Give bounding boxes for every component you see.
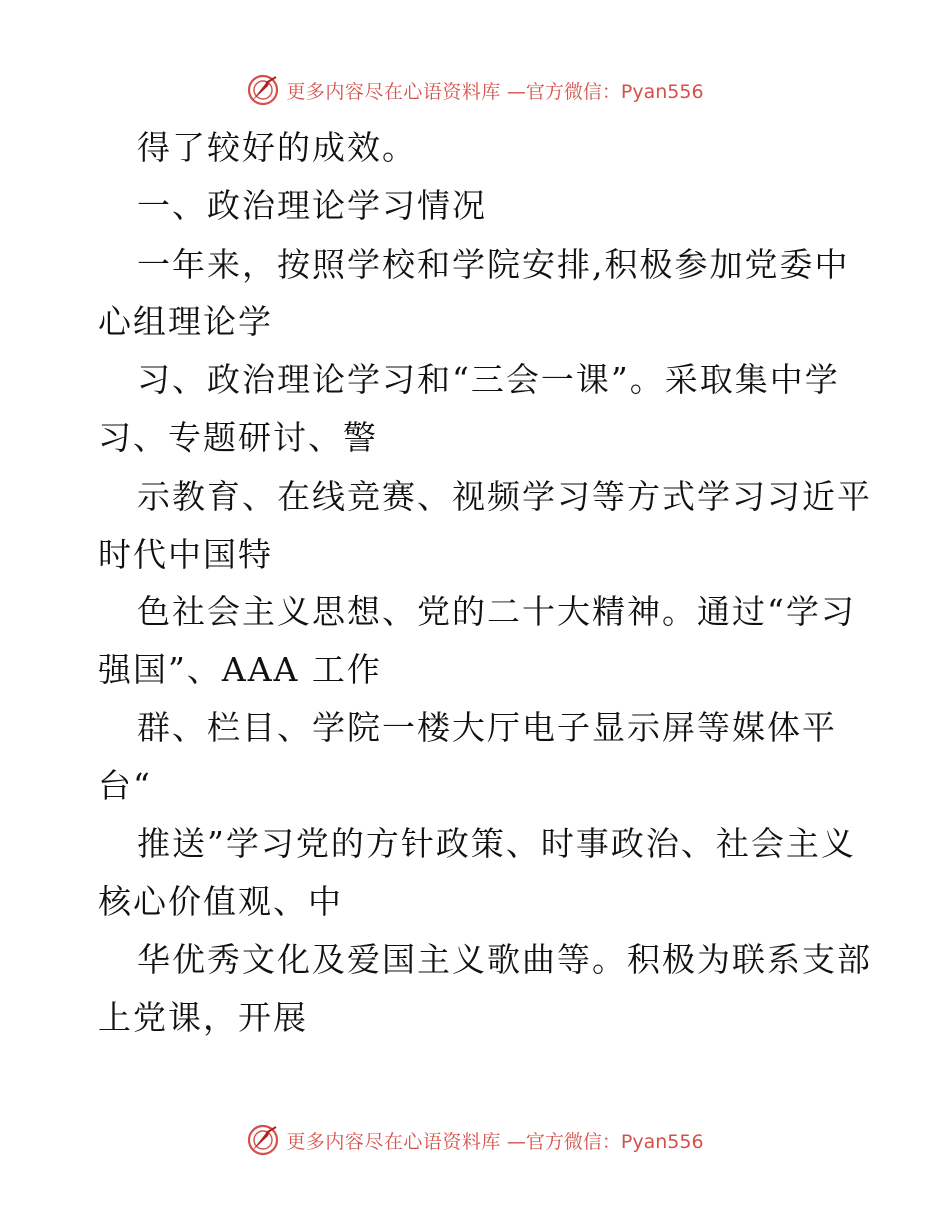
- watermark-brand-text: 更多内容尽在心语资料库: [286, 80, 501, 103]
- body-line: 得了较好的成效。: [137, 128, 417, 167]
- body-line: 习、专题研讨、警: [98, 418, 378, 457]
- body-line: 示教育、在线竞赛、视频学习等方式学习习近平: [137, 477, 872, 516]
- footer-watermark: [0, 1120, 950, 1160]
- section-heading: 一、政治理论学习情况: [137, 186, 487, 225]
- body-line: 群、栏目、学院一楼大厅电子显示屏等媒体平: [137, 708, 837, 747]
- body-line: 台“: [98, 766, 152, 805]
- body-line: 时代中国特: [98, 535, 273, 574]
- body-line: 心组理论学: [98, 302, 273, 341]
- body-line: 习、政治理论学习和“三会一课”。采取集中学: [137, 360, 840, 399]
- watermark-wechat-text: —官方微信：Pyan556: [506, 80, 704, 103]
- body-line: 色社会主义思想、党的二十大精神。通过“学习: [137, 592, 856, 631]
- body-line: 强国”、AAA 工作: [98, 650, 382, 689]
- watermark-brand-text: 更多内容尽在心语资料库: [286, 1130, 501, 1153]
- body-line: 一年来，按照学校和学院安排,积极参加党委中: [137, 245, 850, 284]
- body-line: 华优秀文化及爱国主义歌曲等。积极为联系支部: [137, 940, 872, 979]
- body-line: 推送”学习党的方针政策、时事政治、社会主义: [137, 824, 856, 863]
- body-line: 上党课，开展: [98, 998, 308, 1037]
- watermark-wechat-text: —官方微信：Pyan556: [506, 1130, 704, 1153]
- body-line: 核心价值观、中: [98, 882, 343, 921]
- quill-logo-icon: [246, 1123, 280, 1157]
